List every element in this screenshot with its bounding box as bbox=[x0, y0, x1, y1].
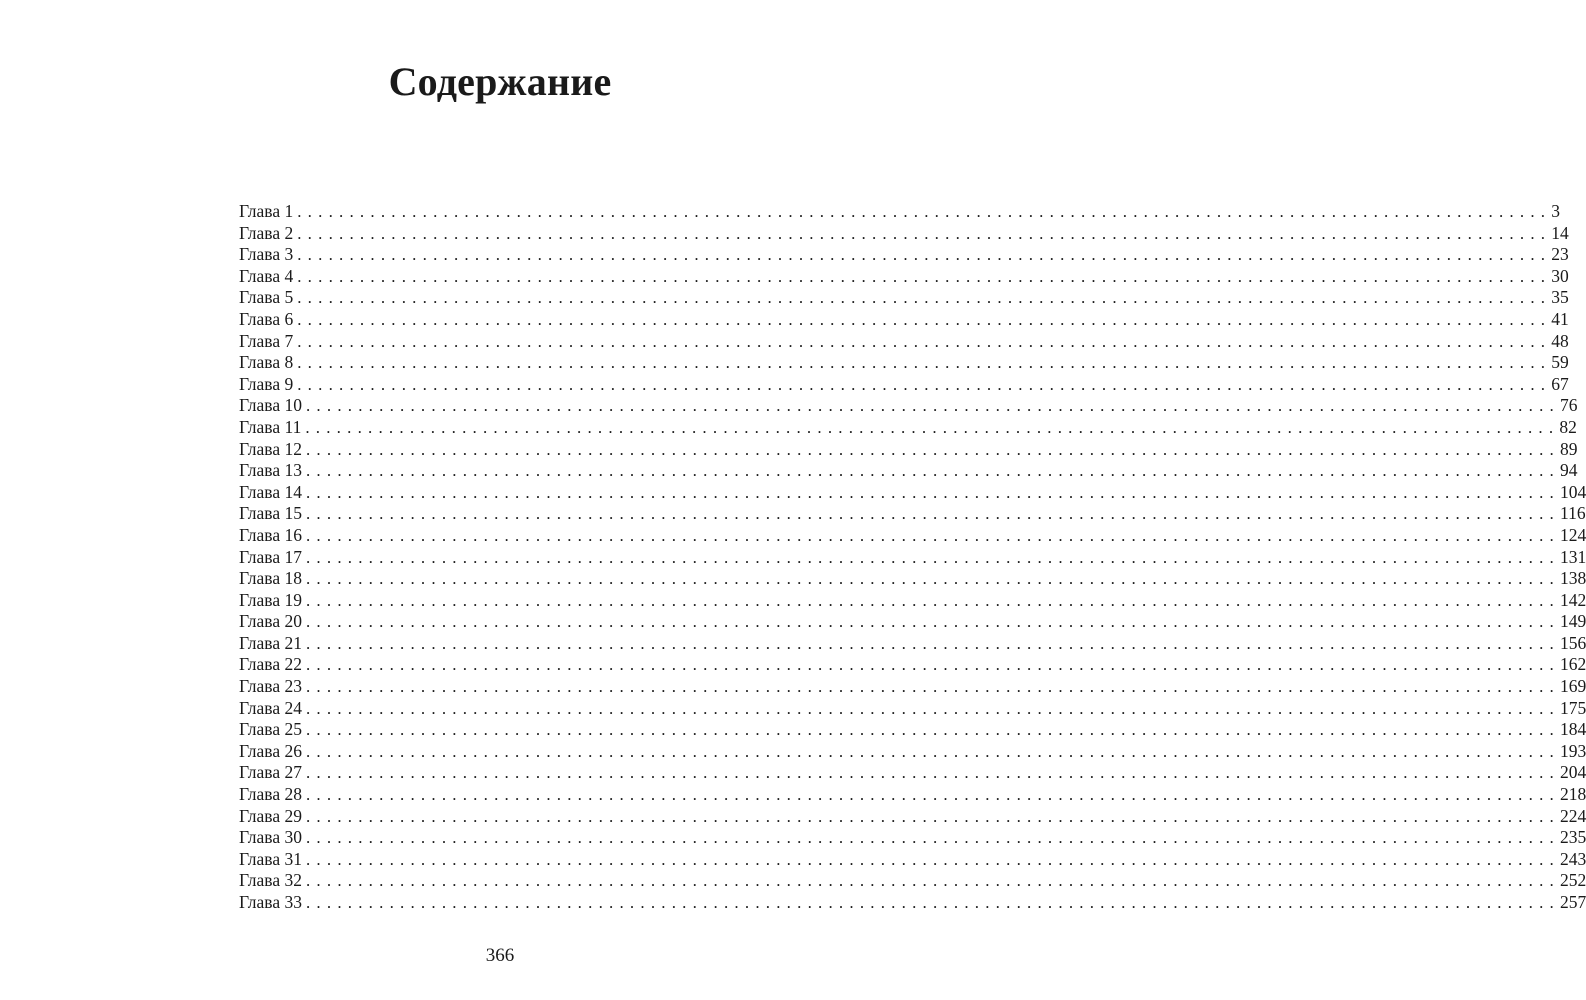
toc-entry bbox=[239, 308, 1569, 331]
toc-leader-dots: ........................................................................................................................ bbox=[305, 655, 1560, 675]
toc-entry bbox=[239, 632, 1586, 655]
toc-entry-label: Глава 29 bbox=[239, 805, 302, 826]
toc-leader-dots: ........................................................................................................................ bbox=[305, 633, 1560, 653]
toc-entry bbox=[239, 719, 1586, 741]
toc-entry bbox=[239, 654, 1586, 676]
toc-entry-label: Глава 15 bbox=[239, 503, 302, 524]
toc-entry-label: Глава 3 bbox=[239, 244, 294, 265]
toc-entry-page: 116 bbox=[1559, 503, 1586, 524]
toc-entry-page: 169 bbox=[1559, 676, 1586, 697]
toc-entry-page: 131 bbox=[1559, 546, 1586, 567]
toc-entry-page: 41 bbox=[1551, 308, 1569, 329]
toc-entry bbox=[239, 460, 1578, 482]
toc-entry-page: 204 bbox=[1559, 762, 1586, 783]
toc-leader-dots: ........................................................................................................................ bbox=[305, 785, 1560, 805]
toc-leader-dots: ........................................................................................................................ bbox=[305, 871, 1560, 891]
toc-entry-page: 94 bbox=[1559, 460, 1578, 481]
toc-entry bbox=[239, 827, 1586, 849]
toc-leader-dots: ........................................................................................................................ bbox=[305, 698, 1560, 718]
toc-entry-label: Глава 11 bbox=[239, 416, 302, 437]
toc-entry bbox=[239, 287, 1569, 309]
toc-entry-label: Глава 18 bbox=[239, 568, 302, 589]
toc-entry bbox=[239, 848, 1586, 871]
toc-entry-label: Глава 32 bbox=[239, 870, 302, 891]
toc-entry bbox=[239, 892, 1586, 914]
toc-leader-dots: ........................................................................................................................ bbox=[305, 482, 1560, 502]
toc-entry bbox=[239, 416, 1577, 439]
toc-entry-page: 48 bbox=[1551, 330, 1569, 351]
toc-entry-label: Глава 31 bbox=[239, 848, 302, 869]
toc-entry bbox=[239, 762, 1586, 784]
toc-entry-label: Глава 17 bbox=[239, 546, 302, 567]
toc-entry-page: 224 bbox=[1559, 805, 1586, 826]
toc-entry-page: 59 bbox=[1551, 352, 1569, 373]
toc-entry-page: 14 bbox=[1551, 222, 1569, 243]
toc-leader-dots: ........................................................................................................................ bbox=[305, 590, 1560, 610]
toc-entry-page: 67 bbox=[1551, 373, 1569, 394]
toc-entry-label: Глава 27 bbox=[239, 762, 302, 783]
toc-entry-label: Глава 33 bbox=[239, 892, 302, 912]
toc-entry-page: 82 bbox=[1559, 416, 1577, 437]
toc-entry-label: Глава 9 bbox=[239, 373, 294, 394]
toc-leader-dots: ........................................................................................................................ bbox=[305, 569, 1560, 589]
toc-entry bbox=[239, 524, 1586, 547]
toc-entry bbox=[239, 265, 1569, 288]
toc-leader-dots: ........................................................................................................................ bbox=[297, 331, 1552, 351]
toc-leader-dots: ........................................................................................................................ bbox=[305, 677, 1560, 697]
toc-entry bbox=[239, 352, 1569, 374]
toc-entry-page: 243 bbox=[1559, 848, 1586, 869]
toc-entry-label: Глава 30 bbox=[239, 827, 302, 848]
toc-entry bbox=[239, 676, 1586, 698]
toc-entry-label: Глава 5 bbox=[239, 287, 294, 308]
toc-entry-page: 235 bbox=[1559, 827, 1586, 848]
toc-leader-dots: ........................................................................................................................ bbox=[305, 612, 1560, 632]
toc-entry-page: 156 bbox=[1559, 632, 1586, 653]
toc-entry-page: 184 bbox=[1559, 719, 1586, 740]
toc-entry-label: Глава 4 bbox=[239, 265, 294, 286]
toc-leader-dots: ........................................................................................................................ bbox=[297, 288, 1552, 308]
toc-entry bbox=[239, 784, 1586, 806]
toc-leader-dots: ........................................................................................................................ bbox=[305, 547, 1560, 567]
toc-entry-label: Глава 6 bbox=[239, 308, 294, 329]
toc-entry-label: Глава 22 bbox=[239, 654, 302, 675]
toc-entry-label: Глава 10 bbox=[239, 395, 302, 416]
toc-leader-dots: ........................................................................................................................ bbox=[305, 763, 1560, 783]
toc-leader-dots: ........................................................................................................................ bbox=[305, 849, 1560, 869]
toc-leader-dots: ........................................................................................................................ bbox=[305, 525, 1560, 545]
toc-entry-label: Глава 8 bbox=[239, 352, 294, 373]
toc-entry-page: 252 bbox=[1559, 870, 1586, 891]
toc-entry bbox=[239, 222, 1569, 245]
toc-leader-dots: ........................................................................................................................ bbox=[305, 461, 1560, 481]
toc-entry bbox=[239, 244, 1569, 266]
toc-entry bbox=[239, 611, 1586, 633]
toc-entry bbox=[239, 395, 1578, 417]
toc-entry-page: 218 bbox=[1559, 784, 1586, 805]
toc-entry bbox=[239, 805, 1586, 828]
toc-entry-page: 124 bbox=[1559, 524, 1586, 545]
toc-leader-dots: ........................................................................................................................ bbox=[297, 245, 1552, 265]
toc-entry-label: Глава 1 bbox=[239, 201, 294, 221]
toc-entry-page: 76 bbox=[1559, 395, 1578, 416]
toc-entry bbox=[239, 870, 1586, 892]
toc-entry bbox=[239, 589, 1586, 612]
toc-entry-label: Глава 23 bbox=[239, 676, 302, 697]
toc-entry-page: 138 bbox=[1559, 568, 1586, 589]
toc-entry-label: Глава 12 bbox=[239, 438, 302, 459]
toc-entry bbox=[239, 481, 1586, 504]
toc-entry-label: Глава 14 bbox=[239, 481, 302, 502]
toc-entry-label: Глава 20 bbox=[239, 611, 302, 632]
toc-leader-dots: ........................................................................................................................ bbox=[297, 223, 1552, 243]
toc-leader-dots: ........................................................................................................................ bbox=[297, 266, 1552, 286]
toc-leader-dots: ........................................................................................................................ bbox=[305, 439, 1560, 459]
table-of-contents bbox=[239, 201, 1586, 914]
toc-leader-dots: ........................................................................................................................ bbox=[305, 720, 1560, 740]
toc-entry-page: 142 bbox=[1559, 589, 1586, 610]
toc-entry-label: Глава 25 bbox=[239, 719, 302, 740]
toc-leader-dots: ........................................................................................................................ bbox=[305, 893, 1560, 912]
toc-leader-dots: ........................................................................................................................ bbox=[305, 806, 1560, 826]
toc-entry-page: 104 bbox=[1559, 481, 1586, 502]
toc-entry-page: 23 bbox=[1551, 244, 1569, 265]
toc-entry-page: 3 bbox=[1551, 201, 1560, 221]
page-number: 366 bbox=[485, 945, 515, 966]
toc-entry-page: 162 bbox=[1559, 654, 1586, 675]
toc-leader-dots: ........................................................................................................................ bbox=[305, 741, 1560, 761]
toc-leader-dots: ........................................................................................................................ bbox=[305, 396, 1560, 416]
toc-leader-dots: ........................................................................................................................ bbox=[305, 417, 1560, 437]
toc-entry-page: 193 bbox=[1559, 740, 1586, 761]
toc-entry bbox=[239, 201, 1560, 223]
toc-entry-page: 149 bbox=[1559, 611, 1586, 632]
toc-entry-label: Глава 13 bbox=[239, 460, 302, 481]
toc-entry bbox=[239, 740, 1586, 763]
toc-entry-page: 257 bbox=[1559, 892, 1586, 912]
toc-entry-page: 35 bbox=[1551, 287, 1569, 308]
toc-leader-dots: ........................................................................................................................ bbox=[305, 504, 1560, 524]
toc-leader-dots: ........................................................................................................................ bbox=[297, 202, 1552, 221]
page-title: Содержание bbox=[388, 59, 612, 104]
toc-entry-label: Глава 21 bbox=[239, 632, 302, 653]
toc-entry-label: Глава 7 bbox=[239, 330, 294, 351]
toc-entry-label: Глава 2 bbox=[239, 222, 294, 243]
toc-leader-dots: ........................................................................................................................ bbox=[297, 374, 1552, 394]
toc-entry-label: Глава 16 bbox=[239, 524, 302, 545]
toc-entry-label: Глава 24 bbox=[239, 697, 302, 718]
toc-entry bbox=[239, 568, 1586, 590]
toc-entry-label: Глава 28 bbox=[239, 784, 302, 805]
toc-entry bbox=[239, 546, 1586, 569]
toc-leader-dots: ........................................................................................................................ bbox=[297, 353, 1552, 373]
toc-entry bbox=[239, 503, 1586, 525]
toc-leader-dots: ........................................................................................................................ bbox=[297, 309, 1552, 329]
toc-entry-label: Глава 19 bbox=[239, 589, 302, 610]
toc-entry bbox=[239, 697, 1586, 720]
toc-entry bbox=[239, 330, 1569, 353]
toc-entry-page: 175 bbox=[1559, 697, 1586, 718]
toc-leader-dots: ........................................................................................................................ bbox=[305, 828, 1560, 848]
toc-entry-page: 89 bbox=[1559, 438, 1578, 459]
toc-entry bbox=[239, 373, 1569, 396]
toc-entry-label: Глава 26 bbox=[239, 740, 302, 761]
toc-entry-page: 30 bbox=[1551, 265, 1569, 286]
toc-entry bbox=[239, 438, 1578, 461]
